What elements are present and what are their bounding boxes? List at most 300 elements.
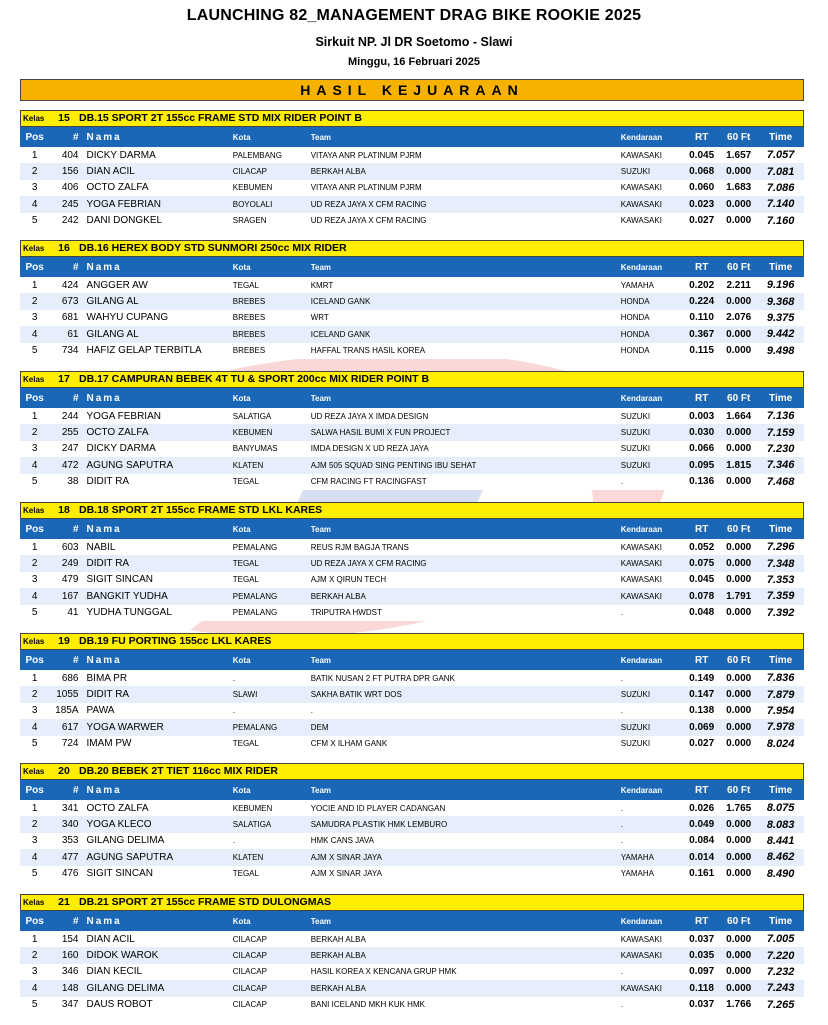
cell-time: 7.243: [766, 982, 795, 995]
cell-no: 255: [61, 427, 79, 439]
cell-pos: 5: [31, 607, 38, 619]
cell-kend: HONDA: [620, 346, 650, 356]
cell-kota: PEMALANG: [232, 608, 278, 618]
table-row: [20, 180, 804, 196]
class-name: DB.15 SPORT 2T 155cc FRAME STD MIX RIDER POINT B: [79, 112, 362, 124]
cell-time: 7.160: [766, 214, 795, 227]
cell-kota: CILACAP: [232, 951, 267, 961]
cell-no: 249: [61, 558, 79, 570]
cell-kota: .: [232, 836, 235, 846]
table-row: [20, 457, 804, 473]
cell-ft60: 0.000: [726, 215, 752, 227]
cell-ft60: 0.000: [726, 868, 752, 880]
cell-name: DAUS ROBOT: [86, 999, 153, 1011]
cell-name: GILANG AL: [86, 296, 139, 308]
cell-rt: 0.027: [689, 738, 715, 750]
cell-pos: 4: [31, 590, 38, 602]
cell-rt: 0.149: [689, 672, 715, 684]
cell-kend: .: [620, 1000, 623, 1010]
cell-pos: 5: [31, 868, 38, 880]
column-header-ft60: 60 Ft: [727, 915, 751, 927]
cell-team: .: [310, 706, 313, 716]
table-row: [20, 163, 804, 179]
cell-no: 242: [61, 215, 79, 227]
cell-team: REUS RJM BAGJA TRANS: [310, 542, 409, 552]
cell-no: 673: [61, 296, 79, 308]
cell-no: 472: [61, 459, 79, 471]
venue-subtitle: Sirkuit NP. Jl DR Soetomo - Slawi: [315, 35, 513, 49]
table-row: [20, 343, 804, 359]
class-number: 19: [58, 635, 70, 647]
column-header-row: [20, 257, 804, 277]
table-row: [20, 196, 804, 212]
column-header-ft60: 60 Ft: [727, 392, 751, 404]
column-header-team: Team: [310, 916, 332, 926]
class-section: [20, 502, 804, 621]
table-row: [20, 947, 804, 963]
cell-no: 341: [61, 802, 79, 814]
table-row: [20, 719, 804, 735]
column-header-no: #: [72, 654, 79, 666]
column-header-row: [20, 911, 804, 931]
cell-time: 8.462: [766, 851, 795, 864]
cell-ft60: 1.765: [726, 802, 752, 814]
column-header-kend: Kendaraan: [620, 655, 663, 665]
cell-ft60: 1.657: [726, 149, 752, 161]
cell-name: YUDHA TUNGGAL: [86, 607, 172, 619]
table-row: [20, 441, 804, 457]
column-header-row: [20, 519, 804, 539]
cell-rt: 0.037: [689, 999, 715, 1011]
column-header-ft60: 60 Ft: [727, 523, 751, 535]
cell-no: 404: [61, 149, 79, 161]
cell-time: 7.836: [766, 672, 795, 685]
cell-time: 7.140: [766, 198, 795, 211]
cell-team: BERKAH ALBA: [310, 167, 366, 177]
cell-time: 9.196: [766, 279, 795, 292]
cell-pos: 3: [31, 574, 38, 586]
cell-rt: 0.075: [689, 558, 715, 570]
class-number: 21: [58, 896, 70, 908]
cell-pos: 1: [31, 672, 38, 684]
cell-ft60: 0.000: [726, 541, 752, 553]
cell-kota: SALATIGA: [232, 820, 272, 830]
cell-rt: 0.224: [689, 296, 715, 308]
cell-time: 7.468: [766, 475, 795, 488]
cell-kend: KAWASAKI: [620, 575, 662, 585]
class-section: [20, 110, 804, 229]
cell-team: ICELAND GANK: [310, 329, 371, 339]
class-number: 15: [58, 112, 70, 124]
cell-time: 7.359: [766, 590, 795, 603]
cell-time: 7.220: [766, 949, 795, 962]
cell-ft60: 0.000: [726, 672, 752, 684]
cell-rt: 0.115: [689, 345, 714, 357]
cell-no: 603: [61, 541, 79, 553]
cell-pos: 1: [31, 410, 38, 422]
cell-no: 340: [61, 819, 79, 831]
cell-kota: KEBUMEN: [232, 803, 273, 813]
cell-name: ANGGER AW: [86, 279, 148, 291]
cell-kota: BREBES: [232, 329, 266, 339]
cell-kend: SUZUKI: [620, 444, 651, 454]
cell-name: DIAN KECIL: [86, 966, 143, 978]
column-header-rt: RT: [694, 784, 709, 796]
cell-kend: KAWASAKI: [620, 150, 662, 160]
cell-ft60: 1.664: [726, 410, 752, 422]
cell-time: 8.490: [766, 867, 795, 880]
cell-time: 7.086: [766, 181, 795, 194]
cell-ft60: 0.000: [726, 345, 752, 357]
cell-pos: 3: [31, 705, 38, 717]
cell-kota: KLATEN: [232, 852, 264, 862]
cell-ft60: 1.766: [726, 999, 752, 1011]
cell-pos: 2: [31, 950, 38, 962]
cell-time: 7.879: [766, 688, 795, 701]
cell-team: CFM RACING FT RACINGFAST: [310, 477, 427, 487]
cell-rt: 0.014: [689, 851, 715, 863]
cell-ft60: 0.000: [726, 851, 752, 863]
cell-rt: 0.110: [689, 312, 714, 324]
cell-no: 154: [61, 933, 79, 945]
column-header-row: [20, 127, 804, 147]
class-number: 16: [58, 242, 70, 254]
class-header: [20, 371, 804, 388]
cell-rt: 0.118: [689, 982, 714, 994]
table-row: [20, 326, 804, 342]
cell-kota: CILACAP: [232, 934, 267, 944]
cell-kota: CILACAP: [232, 167, 267, 177]
cell-rt: 0.030: [689, 427, 715, 439]
cell-rt: 0.023: [689, 198, 715, 210]
cell-rt: 0.066: [689, 443, 715, 455]
table-row: [20, 147, 804, 163]
cell-no: 160: [61, 950, 79, 962]
column-header-no: #: [72, 261, 79, 273]
cell-rt: 0.026: [689, 802, 715, 814]
cell-no: 617: [61, 721, 79, 733]
table-row: [20, 539, 804, 555]
cell-name: PAWA: [86, 705, 115, 717]
cell-name: IMAM PW: [86, 738, 132, 750]
class-header: [20, 633, 804, 650]
cell-kend: .: [620, 820, 623, 830]
column-header-row: [20, 650, 804, 670]
cell-pos: 1: [31, 149, 38, 161]
column-header-row: [20, 388, 804, 408]
cell-rt: 0.138: [689, 705, 715, 717]
table-row: [20, 213, 804, 229]
table-row: [20, 931, 804, 947]
column-header-pos: Pos: [25, 523, 44, 535]
kelas-label: Kelas: [23, 244, 45, 253]
cell-rt: 0.078: [689, 590, 715, 602]
cell-pos: 2: [31, 166, 38, 178]
column-header-team: Team: [310, 655, 332, 665]
column-header-kend: Kendaraan: [620, 262, 663, 272]
class-section: [20, 240, 804, 359]
cell-kend: KAWASAKI: [620, 199, 662, 209]
class-name: DB.17 CAMPURAN BEBEK 4T TU & SPORT 200cc MIX RIDER POINT B: [79, 373, 430, 385]
cell-ft60: 2.211: [726, 279, 751, 291]
cell-kota: BREBES: [232, 297, 266, 307]
kelas-label: Kelas: [23, 637, 45, 646]
cell-kend: SUZUKI: [620, 428, 651, 438]
cell-rt: 0.045: [689, 149, 715, 161]
cell-kota: KEBUMEN: [232, 183, 273, 193]
cell-kota: TEGAL: [232, 869, 259, 879]
column-header-pos: Pos: [25, 784, 44, 796]
table-row: [20, 816, 804, 832]
cell-ft60: 0.000: [726, 476, 752, 488]
column-header-name: Nama: [86, 915, 122, 927]
cell-no: 406: [61, 182, 79, 194]
cell-no: 61: [67, 328, 79, 340]
column-header-rt: RT: [694, 523, 709, 535]
cell-team: CFM X ILHAM GANK: [310, 739, 388, 749]
cell-team: AJM 505 SQUAD SING PENTING IBU SEHAT: [310, 460, 477, 470]
cell-name: SIGIT SINCAN: [86, 868, 153, 880]
cell-kend: .: [620, 803, 623, 813]
class-section: [20, 894, 804, 1013]
cell-team: BATIK NUSAN 2 FT PUTRA DPR GANK: [310, 673, 455, 683]
cell-kend: HONDA: [620, 329, 650, 339]
cell-team: AJM X SINAR JAYA: [310, 852, 382, 862]
cell-kend: .: [620, 477, 623, 487]
cell-no: 244: [61, 410, 79, 422]
column-header-ft60: 60 Ft: [727, 131, 751, 143]
column-header-name: Nama: [86, 784, 122, 796]
table-row: [20, 703, 804, 719]
cell-rt: 0.048: [689, 607, 715, 619]
cell-kota: SRAGEN: [232, 216, 267, 226]
column-header-ft60: 60 Ft: [727, 261, 751, 273]
cell-rt: 0.060: [689, 182, 715, 194]
cell-rt: 0.037: [689, 933, 715, 945]
cell-time: 7.954: [766, 704, 795, 717]
cell-time: 9.498: [766, 344, 795, 357]
cell-no: 41: [67, 607, 79, 619]
table-row: [20, 964, 804, 980]
class-section: [20, 763, 804, 882]
cell-name: SIGIT SINCAN: [86, 574, 153, 586]
cell-name: DICKY DARMA: [86, 149, 156, 161]
cell-no: 156: [61, 166, 79, 178]
cell-time: 9.375: [766, 311, 795, 324]
cell-team: BERKAH ALBA: [310, 934, 366, 944]
cell-kota: TEGAL: [232, 280, 259, 290]
cell-no: 247: [61, 443, 79, 455]
kelas-label: Kelas: [23, 506, 45, 515]
class-number: 17: [58, 373, 70, 385]
cell-pos: 2: [31, 819, 38, 831]
cell-kota: CILACAP: [232, 967, 267, 977]
cell-rt: 0.027: [689, 215, 715, 227]
cell-ft60: 0.000: [726, 933, 752, 945]
cell-time: 8.075: [766, 802, 795, 815]
cell-rt: 0.035: [689, 950, 715, 962]
cell-no: 734: [61, 345, 79, 357]
cell-kota: BANYUMAS: [232, 444, 278, 454]
cell-team: KMRT: [310, 280, 334, 290]
cell-ft60: 0.000: [726, 819, 752, 831]
cell-kend: SUZUKI: [620, 722, 651, 732]
column-header-ft60: 60 Ft: [727, 784, 751, 796]
cell-ft60: 0.000: [726, 738, 752, 750]
table-row: [20, 605, 804, 621]
class-number: 20: [58, 765, 70, 777]
results-banner: HASIL KEJUARAAN: [20, 79, 804, 101]
cell-team: ICELAND GANK: [310, 297, 371, 307]
cell-time: 9.442: [766, 328, 795, 341]
cell-no: 424: [61, 279, 79, 291]
class-header: [20, 894, 804, 911]
table-row: [20, 293, 804, 309]
cell-name: GILANG DELIMA: [86, 982, 165, 994]
cell-team: TRIPUTRA HWDST: [310, 608, 382, 618]
cell-pos: 5: [31, 345, 38, 357]
cell-no: 479: [61, 574, 79, 586]
cell-no: 681: [61, 312, 79, 324]
column-header-no: #: [72, 784, 79, 796]
column-header-kota: Kota: [232, 262, 251, 272]
cell-time: 7.232: [766, 965, 795, 978]
cell-time: 7.081: [766, 165, 795, 178]
cell-pos: 3: [31, 966, 38, 978]
table-row: [20, 849, 804, 865]
column-header-rt: RT: [694, 261, 709, 273]
cell-rt: 0.136: [689, 476, 715, 488]
cell-rt: 0.161: [689, 868, 715, 880]
cell-rt: 0.003: [689, 410, 715, 422]
cell-rt: 0.068: [689, 166, 715, 178]
cell-team: SAKHA BATIK WRT DOS: [310, 690, 402, 700]
table-row: [20, 686, 804, 702]
cell-ft60: 0.000: [726, 166, 752, 178]
column-header-pos: Pos: [25, 654, 44, 666]
cell-time: 7.353: [766, 573, 795, 586]
kelas-label: Kelas: [23, 114, 45, 123]
cell-team: IMDA DESIGN X UD REZA JAYA: [310, 444, 429, 454]
cell-pos: 1: [31, 933, 38, 945]
cell-kend: YAMAHA: [620, 852, 654, 862]
column-header-pos: Pos: [25, 392, 44, 404]
class-section: [20, 371, 804, 490]
cell-time: 7.005: [766, 933, 795, 946]
cell-kend: HONDA: [620, 313, 650, 323]
cell-name: DICKY DARMA: [86, 443, 156, 455]
table-row: [20, 310, 804, 326]
cell-pos: 3: [31, 312, 38, 324]
column-header-kota: Kota: [232, 132, 251, 142]
cell-pos: 5: [31, 738, 38, 750]
column-header-kend: Kendaraan: [620, 916, 663, 926]
cell-team: UD REZA JAYA X CFM RACING: [310, 559, 427, 569]
column-header-time: Time: [769, 131, 793, 143]
cell-rt: 0.052: [689, 541, 715, 553]
column-header-kota: Kota: [232, 393, 251, 403]
cell-kota: BREBES: [232, 313, 266, 323]
cell-time: 7.346: [766, 459, 795, 472]
cell-time: 7.392: [766, 606, 795, 619]
table-row: [20, 408, 804, 424]
cell-no: 724: [61, 738, 79, 750]
cell-kota: KEBUMEN: [232, 428, 273, 438]
cell-kend: HONDA: [620, 297, 650, 307]
cell-team: UD REZA JAYA X CFM RACING: [310, 216, 427, 226]
column-header-team: Team: [310, 524, 332, 534]
table-row: [20, 736, 804, 752]
cell-name: DANI DONGKEL: [86, 215, 163, 227]
cell-pos: 3: [31, 182, 38, 194]
class-name: DB.19 FU PORTING 155cc LKL KARES: [79, 635, 272, 647]
cell-ft60: 0.000: [726, 558, 752, 570]
cell-time: 8.083: [766, 818, 795, 831]
class-name: DB.21 SPORT 2T 155cc FRAME STD DULONGMAS: [79, 896, 332, 908]
table-row: [20, 555, 804, 571]
class-name: DB.20 BEBEK 2T TIET 116cc MIX RIDER: [79, 765, 278, 777]
cell-team: BERKAH ALBA: [310, 951, 366, 961]
cell-ft60: 1.791: [726, 590, 752, 602]
column-header-time: Time: [769, 261, 793, 273]
cell-name: WAHYU CUPANG: [86, 312, 169, 324]
cell-rt: 0.097: [689, 966, 715, 978]
cell-team: BANI ICELAND MKH KUK HMK: [310, 1000, 425, 1010]
cell-kota: TEGAL: [232, 559, 259, 569]
cell-name: DIDIT RA: [86, 558, 130, 570]
cell-pos: 5: [31, 215, 38, 227]
cell-name: NABIL: [86, 541, 116, 553]
cell-team: BERKAH ALBA: [310, 983, 366, 993]
cell-name: YOGA FEBRIAN: [86, 198, 161, 210]
column-header-time: Time: [769, 784, 793, 796]
column-header-team: Team: [310, 785, 332, 795]
cell-time: 7.057: [766, 149, 795, 162]
table-row: [20, 424, 804, 440]
cell-kota: TEGAL: [232, 575, 259, 585]
cell-team: VITAYA ANR PLATINUM PJRM: [310, 183, 422, 193]
cell-no: 167: [61, 590, 79, 602]
cell-kota: .: [232, 673, 235, 683]
cell-no: 185A: [55, 705, 79, 717]
cell-kota: BOYOLALI: [232, 199, 273, 209]
cell-pos: 3: [31, 443, 38, 455]
cell-pos: 1: [31, 541, 38, 553]
cell-team: UD REZA JAYA X IMDA DESIGN: [310, 411, 429, 421]
cell-ft60: 0.000: [726, 689, 752, 701]
cell-time: 7.136: [766, 410, 795, 423]
cell-ft60: 0.000: [726, 607, 752, 619]
cell-pos: 2: [31, 296, 38, 308]
cell-team: YOCIE AND ID PLAYER CADANGAN: [310, 803, 446, 813]
cell-kend: .: [620, 836, 623, 846]
cell-kota: SALATIGA: [232, 411, 272, 421]
cell-pos: 3: [31, 835, 38, 847]
cell-pos: 4: [31, 459, 38, 471]
cell-kend: .: [620, 673, 623, 683]
column-header-kota: Kota: [232, 524, 251, 534]
cell-time: 7.230: [766, 442, 795, 455]
cell-ft60: 0.000: [726, 328, 752, 340]
column-header-rt: RT: [694, 915, 709, 927]
cell-name: AGUNG SAPUTRA: [86, 459, 174, 471]
cell-no: 1055: [56, 689, 79, 701]
kelas-label: Kelas: [23, 375, 45, 384]
cell-name: DIDIT RA: [86, 689, 130, 701]
class-name: DB.18 SPORT 2T 155cc FRAME STD LKL KARES: [79, 504, 323, 516]
cell-team: BERKAH ALBA: [310, 591, 366, 601]
cell-team: AJM X QIRUN TECH: [310, 575, 387, 585]
